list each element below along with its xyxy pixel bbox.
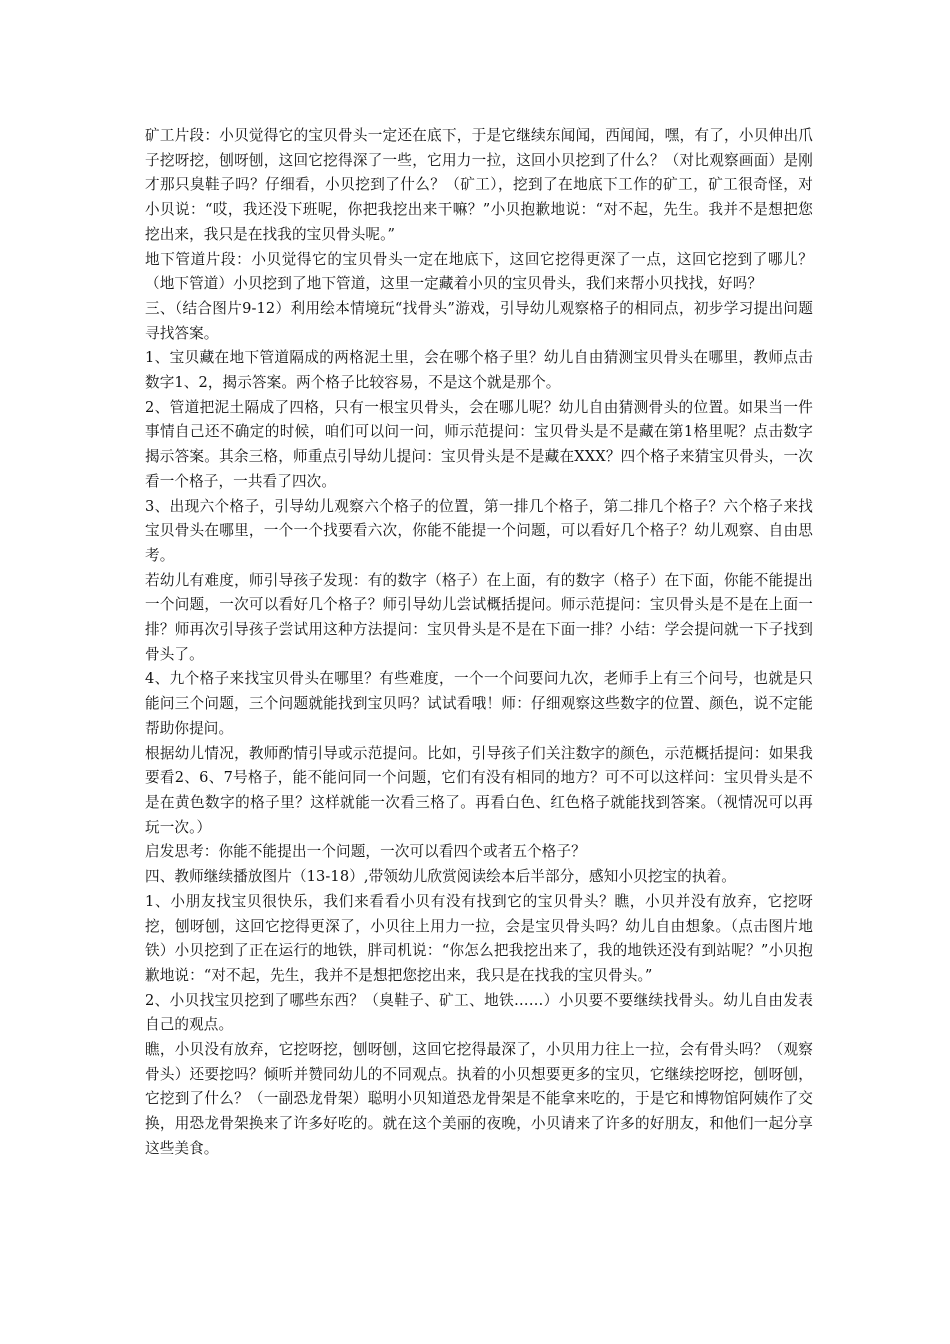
paragraph-section-three: 三、（结合图片9-12）利用绘本情境玩“找骨头”游戏，引导幼儿观察格子的相同点，初步学习提出问题寻找答案。 [145,299,813,342]
paragraph-conclusion: 瞧，小贝没有放弃，它挖呀挖，刨呀刨，这回它挖得最深了，小贝用力往上一拉，会有骨头吗？（观察骨头）还要挖吗？倾听并赞同幼儿的不同观点。执着的小贝想要更多的宝贝，它继续挖呀挖，刨呀刨，它挖到了什么？（一副恐龙骨架）聪明小贝知道恐龙骨架是不能拿来吃的，于是它和博物馆阿姨作了交换，用恐龙骨架换来了许多好吃的。就在这个美丽的夜晚，小贝请来了许多的好朋友，和他们一起分享这些美食。 [145,1041,813,1157]
paragraph-step-1: 1、宝贝藏在地下管道隔成的两格泥土里，会在哪个格子里？幼儿自由猜测宝贝骨头在哪里，教师点击数字1、2，揭示答案。两个格子比较容易，不是这个就是那个。 [145,349,813,392]
paragraph-step-4-guide: 根据幼儿情况，教师酌情引导或示范提问。比如，引导孩子们关注数字的颜色，示范概括提问：如果我要看2、6、7号格子，能不能问同一个问题，它们有没有相同的地方？可不可以这样问：宝贝骨头是不是在黄色数字的格子里？这样就能一次看三格了。再看白色、红色格子就能找到答案。（视情况可以再玩一次。） [145,744,813,836]
document-page [145,124,813,1162]
paragraph-pipe: 地下管道片段：小贝觉得它的宝贝骨头一定在地底下，这回它挖得更深了一点，这回它挖到了哪儿？（地下管道）小贝挖到了地下管道，这里一定藏着小贝的宝贝骨头，我们来帮小贝找找，好吗？ [145,250,813,293]
paragraph-four-1: 1、小朋友找宝贝很快乐，我们来看看小贝有没有找到它的宝贝骨头？瞧，小贝并没有放弃，它挖呀挖，刨呀刨，这回它挖得更深了，小贝往上用力一拉，会是宝贝骨头吗？幼儿自由想象。（点击图片地铁）小贝挖到了正在运行的地铁，胖司机说：“你怎么把我挖出来了，我的地铁还没有到站呢？”小贝抱歉地说：“对不起，先生，我并不是想把您挖出来，我只是在找我的宝贝骨头。” [145,892,813,984]
paragraph-step-3: 3、出现六个格子，引导幼儿观察六个格子的位置，第一排几个格子，第二排几个格子？六个格子来找宝贝骨头在哪里，一个一个找要看六次，你能不能提一个问题，可以看好几个格子？幼儿观察、自由思考。 [145,497,813,564]
paragraph-step-2: 2、管道把泥土隔成了四格，只有一根宝贝骨头，会在哪儿呢？幼儿自由猜测骨头的位置。如果当一件事情自己还不确定的时候，咱们可以问一问，师示范提问：宝贝骨头是不是藏在第1格里呢？点击数字揭示答案。其余三格，师重点引导幼儿提问：宝贝骨头是不是藏在XXX？四个格子来猜宝贝骨头，一次看一个格子，一共看了四次。 [145,398,813,490]
paragraph-step-3-guide: 若幼儿有难度，师引导孩子发现：有的数字（格子）在上面，有的数字（格子）在下面，你能不能提出一个问题，一次可以看好几个格子？师引导幼儿尝试概括提问。师示范提问：宝贝骨头是不是在上面一排？师再次引导孩子尝试用这种方法提问：宝贝骨头是不是在下面一排？小结：学会提问就一下子找到骨头了。 [145,571,813,663]
paragraph-step-4: 4、九个格子来找宝贝骨头在哪里？有些难度，一个一个问要问九次，老师手上有三个问号，也就是只能问三个问题，三个问题就能找到宝贝吗？试试看哦！师：仔细观察这些数字的位置、颜色，说不定能帮助你提问。 [145,670,813,737]
paragraph-four-2: 2、小贝找宝贝挖到了哪些东西？（臭鞋子、矿工、地铁……）小贝要不要继续找骨头。幼儿自由发表自己的观点。 [145,991,813,1034]
paragraph-section-four: 四、教师继续播放图片（13-18）,带领幼儿欣赏阅读绘本后半部分，感知小贝挖宝的执着。 [145,868,736,886]
paragraph-miner: 矿工片段：小贝觉得它的宝贝骨头一定还在底下，于是它继续东闻闻，西闻闻，嘿，有了，小贝伸出爪子挖呀挖，刨呀刨，这回它挖得深了一些，它用力一拉，这回小贝挖到了什么？（对比观察画面）是刚才那只臭鞋子吗？仔细看，小贝挖到了什么？（矿工），挖到了在地底下工作的矿工，矿工很奇怪，对小贝说：“哎，我还没下班呢，你把我挖出来干嘛？”小贝抱歉地说：“对不起，先生。我并不是想把您挖出来，我只是在找我的宝贝骨头呢。” [145,127,813,243]
paragraph-inspire: 启发思考：你能不能提出一个问题，一次可以看四个或者五个格子？ [145,843,586,861]
